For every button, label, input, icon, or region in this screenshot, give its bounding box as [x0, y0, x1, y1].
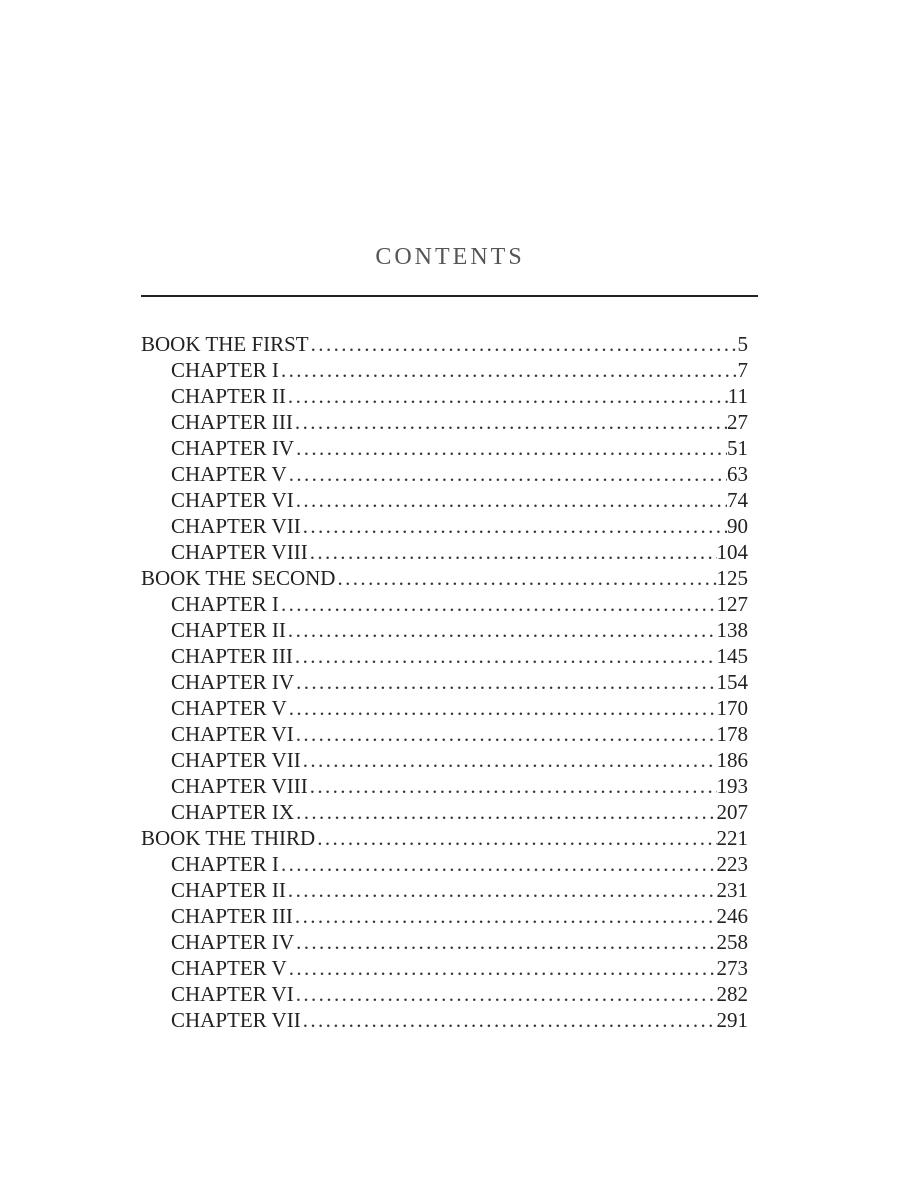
toc-chapter-entry [141, 695, 748, 721]
toc-page-number: 207 [716, 800, 748, 824]
toc-page-number: 178 [716, 722, 748, 746]
toc-chapter-entry [141, 617, 748, 643]
toc-chapter-entry [141, 955, 748, 981]
toc-dot-leader [286, 617, 717, 643]
toc-book-entry [141, 565, 748, 591]
title-divider [141, 295, 758, 297]
toc-dot-leader [287, 955, 717, 981]
toc-page-number: 193 [716, 774, 748, 798]
toc-entry-label: CHAPTER II [171, 618, 286, 642]
toc-entry-label: BOOK THE FIRST [141, 332, 309, 356]
toc-page-number: 127 [716, 592, 748, 616]
toc-dot-leader [293, 903, 717, 929]
toc-entry-label: BOOK THE SECOND [141, 566, 336, 590]
toc-entry-label: CHAPTER IV [171, 930, 295, 954]
toc-page-number: 90 [727, 514, 748, 538]
toc-dot-leader [301, 1007, 717, 1033]
toc-page-number: 223 [716, 852, 748, 876]
toc-entry-label: CHAPTER V [171, 956, 287, 980]
toc-entry-label: CHAPTER I [171, 592, 279, 616]
toc-entry-label: CHAPTER III [171, 644, 293, 668]
toc-page-number: 27 [727, 410, 748, 434]
toc-dot-leader [308, 773, 717, 799]
toc-dot-leader [294, 669, 716, 695]
toc-entry-label: CHAPTER III [171, 410, 293, 434]
toc-page-number: 5 [737, 332, 748, 356]
toc-dot-leader [294, 981, 717, 1007]
toc-dot-leader [294, 721, 717, 747]
toc-page-number: 221 [716, 826, 748, 850]
table-of-contents [141, 331, 748, 1033]
toc-dot-leader [294, 929, 716, 955]
toc-page-number: 11 [727, 384, 748, 408]
toc-entry-label: CHAPTER IV [171, 436, 295, 460]
toc-page-number: 246 [716, 904, 748, 928]
toc-entry-label: CHAPTER V [171, 696, 287, 720]
toc-entry-label: CHAPTER V [171, 462, 287, 486]
toc-entry-label: CHAPTER VIII [171, 774, 308, 798]
toc-entry-label: CHAPTER VI [171, 722, 294, 746]
toc-dot-leader [335, 565, 716, 591]
toc-chapter-entry [141, 539, 748, 565]
toc-entry-label: CHAPTER IX [171, 800, 295, 824]
toc-chapter-entry [141, 487, 748, 513]
toc-chapter-entry [141, 747, 748, 773]
toc-dot-leader [301, 513, 727, 539]
toc-page-number: 291 [716, 1008, 748, 1032]
toc-page-number: 7 [737, 358, 748, 382]
toc-chapter-entry [141, 799, 748, 825]
toc-page-number: 145 [716, 644, 748, 668]
toc-chapter-entry [141, 643, 748, 669]
toc-book-entry [141, 825, 748, 851]
toc-entry-label: BOOK THE THIRD [141, 826, 316, 850]
toc-chapter-entry [141, 721, 748, 747]
toc-entry-label: CHAPTER II [171, 384, 286, 408]
toc-dot-leader [293, 409, 727, 435]
toc-dot-leader [287, 695, 717, 721]
toc-dot-leader [279, 357, 738, 383]
toc-entry-label: CHAPTER VII [171, 514, 301, 538]
toc-chapter-entry [141, 513, 748, 539]
toc-dot-leader [315, 825, 716, 851]
toc-dot-leader [294, 799, 716, 825]
toc-dot-leader [286, 877, 717, 903]
toc-page-number: 170 [716, 696, 748, 720]
toc-page-number: 273 [716, 956, 748, 980]
toc-dot-leader [301, 747, 717, 773]
toc-chapter-entry [141, 929, 748, 955]
toc-chapter-entry [141, 773, 748, 799]
toc-entry-label: CHAPTER IV [171, 670, 295, 694]
toc-book-entry [141, 331, 748, 357]
toc-chapter-entry [141, 409, 748, 435]
page-title: CONTENTS [375, 244, 525, 270]
toc-chapter-entry [141, 877, 748, 903]
toc-chapter-entry [141, 383, 748, 409]
toc-entry-label: CHAPTER I [171, 358, 279, 382]
toc-entry-label: CHAPTER I [171, 852, 279, 876]
toc-dot-leader [294, 487, 727, 513]
toc-chapter-entry [141, 1007, 748, 1033]
toc-page-number: 231 [716, 878, 748, 902]
toc-entry-label: CHAPTER VII [171, 1008, 301, 1032]
toc-entry-label: CHAPTER VI [171, 982, 294, 1006]
toc-chapter-entry [141, 903, 748, 929]
toc-dot-leader [293, 643, 717, 669]
toc-chapter-entry [141, 669, 748, 695]
toc-page-number: 74 [727, 488, 748, 512]
toc-dot-leader [309, 331, 738, 357]
toc-chapter-entry [141, 851, 748, 877]
toc-dot-leader [286, 383, 728, 409]
toc-chapter-entry [141, 357, 748, 383]
toc-page-number: 258 [716, 930, 748, 954]
toc-dot-leader [279, 591, 717, 617]
toc-entry-label: CHAPTER III [171, 904, 293, 928]
toc-chapter-entry [141, 435, 748, 461]
toc-dot-leader [308, 539, 717, 565]
toc-page-number: 104 [716, 540, 748, 564]
toc-page-number: 282 [716, 982, 748, 1006]
toc-dot-leader [294, 435, 727, 461]
toc-chapter-entry [141, 981, 748, 1007]
toc-page-number: 138 [716, 618, 748, 642]
toc-entry-label: CHAPTER VII [171, 748, 301, 772]
toc-page-number: 125 [716, 566, 748, 590]
toc-chapter-entry [141, 461, 748, 487]
toc-entry-label: CHAPTER II [171, 878, 286, 902]
toc-entry-label: CHAPTER VIII [171, 540, 308, 564]
toc-page-number: 63 [727, 462, 748, 486]
toc-entry-label: CHAPTER VI [171, 488, 294, 512]
toc-page-number: 154 [716, 670, 748, 694]
toc-chapter-entry [141, 591, 748, 617]
toc-page-number: 51 [727, 436, 748, 460]
toc-dot-leader [279, 851, 717, 877]
toc-page-number: 186 [716, 748, 748, 772]
toc-dot-leader [287, 461, 727, 487]
